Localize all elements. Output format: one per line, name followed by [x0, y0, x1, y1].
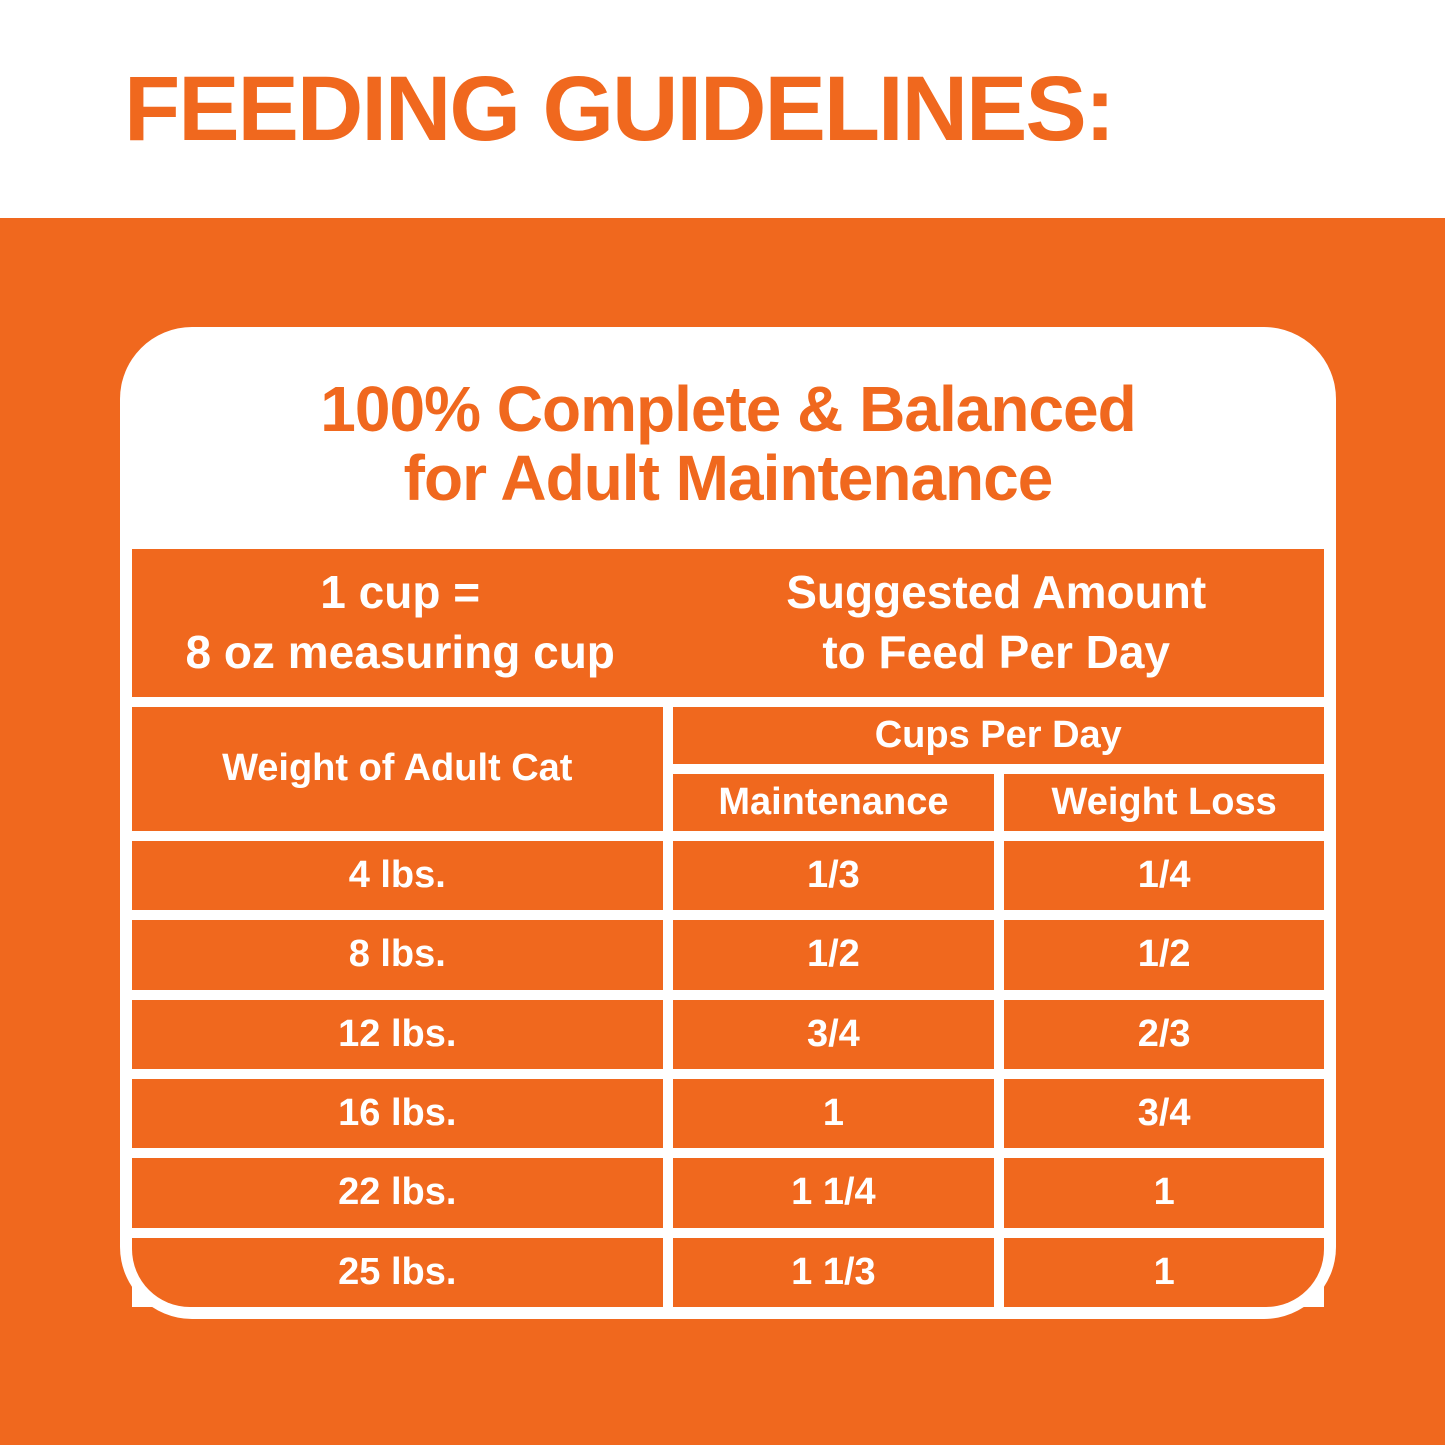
column-group-cups-per-day: Cups Per Day: [673, 707, 1324, 764]
table-row-weight-loss: 1/4: [1004, 841, 1324, 910]
guidelines-panel: [120, 327, 1336, 1319]
suggested-line2: to Feed Per Day: [822, 626, 1171, 678]
table-row-weight: 4 lbs.: [132, 841, 663, 910]
panel-title-line1: 100% Complete & Balanced: [320, 372, 1136, 445]
table-row-weight: 16 lbs.: [132, 1079, 663, 1148]
suggested-amount-note: [668, 563, 1324, 683]
table-row-maintenance: 3/4: [673, 1000, 995, 1069]
table-row-weight-loss: 3/4: [1004, 1079, 1324, 1148]
table-note-row: [132, 549, 1324, 697]
table-row-weight: 12 lbs.: [132, 1000, 663, 1069]
panel-title-line2: for Adult Maintenance: [403, 442, 1053, 514]
table-row-maintenance: 1: [673, 1079, 995, 1148]
column-header-maintenance: Maintenance: [673, 774, 995, 831]
panel-title: [132, 339, 1324, 549]
suggested-line1: Suggested Amount: [786, 566, 1207, 619]
table-row-weight: 22 lbs.: [132, 1158, 663, 1227]
cup-note-line2: 8 oz measuring cup: [185, 626, 615, 678]
column-header-weight: Weight of Adult Cat: [132, 707, 663, 831]
cup-measure-note: [132, 563, 668, 683]
table-row-maintenance: 1/3: [673, 841, 995, 910]
column-header-weight-loss: Weight Loss: [1004, 774, 1324, 831]
table-row-weight: 25 lbs.: [132, 1238, 663, 1307]
table-row-weight-loss: 1/2: [1004, 920, 1324, 989]
orange-background: [0, 218, 1445, 1445]
table-row-weight-loss: 2/3: [1004, 1000, 1324, 1069]
table-row-maintenance: 1 1/4: [673, 1158, 995, 1227]
header-band: [0, 0, 1445, 218]
table-row-weight: 8 lbs.: [132, 920, 663, 989]
feeding-table: [132, 549, 1324, 1307]
page-title: FEEDING GUIDELINES:: [124, 58, 1114, 160]
table-row-maintenance: 1 1/3: [673, 1238, 995, 1307]
table-row-weight-loss: 1: [1004, 1238, 1324, 1307]
cup-note-line1: 1 cup =: [320, 566, 481, 619]
table-row-weight-loss: 1: [1004, 1158, 1324, 1227]
table-row-maintenance: 1/2: [673, 920, 995, 989]
